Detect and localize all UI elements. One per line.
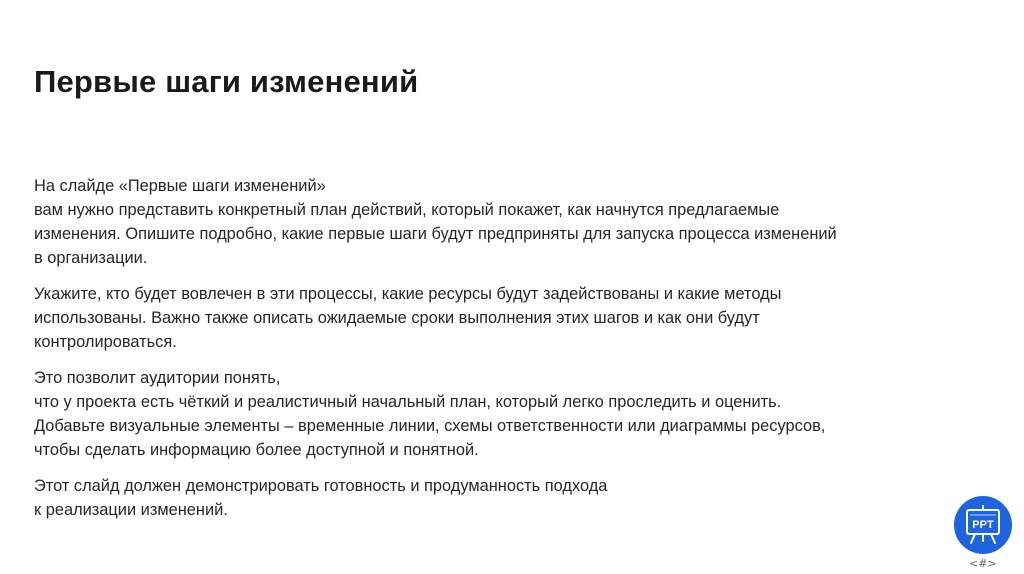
text-line: к реализации изменений. bbox=[34, 501, 228, 519]
paragraph-2 bbox=[34, 282, 994, 354]
text-line: Этот слайд должен демонстрировать готовность и продуманность подхода bbox=[34, 477, 608, 495]
text-line: контролироваться. bbox=[34, 333, 177, 351]
text-line: вам нужно представить конкретный план действий, который покажет, как начнутся предлагаемые bbox=[34, 201, 780, 219]
paragraph-3 bbox=[34, 366, 994, 462]
slide-number: <#> bbox=[969, 557, 997, 570]
text-line: Это позволит аудитории понять, bbox=[34, 369, 281, 387]
text-line: в организации. bbox=[34, 249, 148, 267]
text-line: Укажите, кто будет вовлечен в эти процессы, какие ресурсы будут задействованы и какие методы bbox=[34, 285, 782, 303]
text-line: изменения. Опишите подробно, какие первые шаги будут предприняты для запуска процесса изменений bbox=[34, 225, 837, 243]
text-line: чтобы сделать информацию более доступной и понятной. bbox=[34, 441, 479, 459]
ppt-logo-badge[interactable] bbox=[954, 496, 1012, 554]
paragraph-4 bbox=[34, 474, 994, 522]
text-line: На слайде «Первые шаги изменений» bbox=[34, 177, 326, 195]
text-line: использованы. Важно также описать ожидаемые сроки выполнения этих шагов и как они будут bbox=[34, 309, 760, 327]
text-line: Добавьте визуальные элементы – временные линии, схемы ответственности или диаграммы ресурсов, bbox=[34, 417, 826, 435]
text-line: что у проекта есть чёткий и реалистичный начальный план, который легко проследить и оценить. bbox=[34, 393, 782, 411]
ppt-badge-label: PPT bbox=[972, 519, 994, 531]
presentation-board-icon bbox=[954, 496, 1012, 554]
paragraph-1 bbox=[34, 174, 994, 270]
slide-body bbox=[34, 174, 994, 534]
slide-title: Первые шаги изменений bbox=[34, 64, 419, 99]
